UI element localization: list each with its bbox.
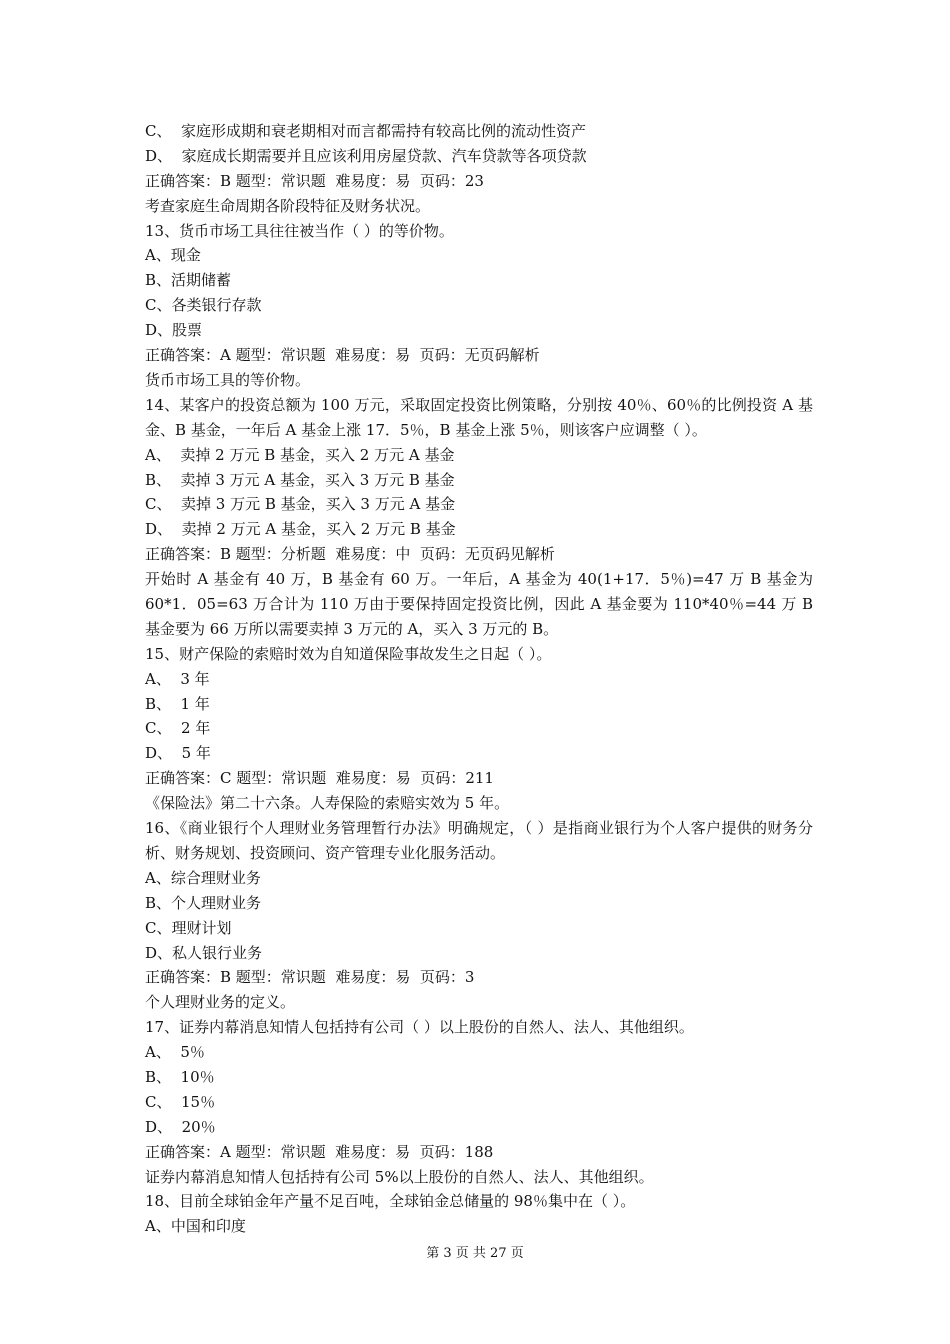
question-13: 13、货币市场工具往往被当作（ ）的等价物。 bbox=[145, 221, 454, 240]
question-14: 14、某客户的投资总额为 100 万元，采取固定投资比例策略，分别按 40％、60％的比例投资 A 基金、B 基金，一年后 A 基金上涨 17．5％，B 基金上涨 5％，则该客户应调整（ ）。 bbox=[145, 395, 813, 439]
option-line: C、 2 年 bbox=[145, 719, 211, 738]
document-body bbox=[145, 119, 813, 1239]
option-line: B、个人理财业务 bbox=[145, 893, 262, 912]
option-line: C、 卖掉 3 万元 B 基金，买入 3 万元 A 基金 bbox=[145, 495, 456, 514]
explanation-line: 货币市场工具的等价物。 bbox=[145, 370, 311, 389]
option-line: A、现金 bbox=[145, 246, 201, 265]
answer-line: 正确答案：B 题型：分析题 难易度：中 页码：无页码见解析 bbox=[145, 545, 555, 564]
option-line: D、 5 年 bbox=[145, 744, 211, 763]
explanation-line: 开始时 A 基金有 40 万，B 基金有 60 万。一年后，A 基金为 40(1+17．5％)=47 万 B 基金为 60*1．05=63 万合计为 110 万由于要保持固定投资比例，因此 A 基金要为 110*40％=44 万 B 基金要为 66 万所以需要卖掉 3 万元的 A，买入 3 万元的 B。 bbox=[145, 570, 813, 638]
option-line: D、 家庭成长期需要并且应该利用房屋贷款、汽车贷款等各项贷款 bbox=[145, 146, 587, 165]
question-16: 16、《商业银行个人理财业务管理暂行办法》明确规定，（ ）是指商业银行为个人客户提供的财务分析、财务规划、投资顾问、资产管理专业化服务活动。 bbox=[145, 819, 813, 862]
option-line: D、 20％ bbox=[145, 1117, 216, 1136]
question-18: 18、目前全球铂金年产量不足百吨，全球铂金总储量的 98％集中在（ ）。 bbox=[145, 1192, 636, 1211]
option-line: B、活期储蓄 bbox=[145, 271, 232, 290]
explanation-line: 考查家庭生命周期各阶段特征及财务状况。 bbox=[145, 196, 431, 215]
answer-line: 正确答案：A 题型：常识题 难易度：易 页码：无页码解析 bbox=[145, 346, 540, 365]
explanation-line: 《保险法》第二十六条。人寿保险的索赔实效为 5 年。 bbox=[145, 794, 510, 813]
option-line: C、 15％ bbox=[145, 1092, 216, 1111]
question-17: 17、证券内幕消息知情人包括持有公司（ ）以上股份的自然人、法人、其他组织。 bbox=[145, 1018, 694, 1037]
option-line: A、 3 年 bbox=[145, 669, 210, 688]
answer-line: 正确答案：B 题型：常识题 难易度：易 页码：23 bbox=[145, 171, 484, 190]
option-line: D、私人银行业务 bbox=[145, 943, 263, 962]
answer-line: 正确答案：A 题型：常识题 难易度：易 页码：188 bbox=[145, 1142, 494, 1161]
explanation-line: 证券内幕消息知情人包括持有公司 5%以上股份的自然人、法人、其他组织。 bbox=[145, 1167, 654, 1186]
option-line: D、股票 bbox=[145, 321, 203, 340]
option-line: C、各类银行存款 bbox=[145, 296, 262, 315]
option-line: C、 家庭形成期和衰老期相对而言都需持有较高比例的流动性资产 bbox=[145, 122, 587, 140]
option-line: A、中国和印度 bbox=[145, 1217, 246, 1236]
question-15: 15、财产保险的索赔时效为自知道保险事故发生之日起（ ）。 bbox=[145, 644, 552, 663]
page-footer: 第 3 页 共 27 页 bbox=[426, 1246, 524, 1261]
explanation-line: 个人理财业务的定义。 bbox=[145, 993, 296, 1012]
option-line: A、 卖掉 2 万元 B 基金，买入 2 万元 A 基金 bbox=[145, 445, 455, 464]
option-line: B、 10％ bbox=[145, 1067, 215, 1086]
option-line: C、理财计划 bbox=[145, 918, 232, 937]
option-line: A、 5％ bbox=[145, 1043, 205, 1062]
option-line: D、 卖掉 2 万元 A 基金，买入 2 万元 B 基金 bbox=[145, 520, 456, 539]
option-line: B、 卖掉 3 万元 A 基金，买入 3 万元 B 基金 bbox=[145, 470, 455, 489]
option-line: B、 1 年 bbox=[145, 694, 210, 713]
answer-line: 正确答案：B 题型：常识题 难易度：易 页码：3 bbox=[145, 968, 475, 987]
option-line: A、综合理财业务 bbox=[145, 868, 261, 887]
answer-line: 正确答案：C 题型：常识题 难易度：易 页码：211 bbox=[145, 769, 494, 788]
